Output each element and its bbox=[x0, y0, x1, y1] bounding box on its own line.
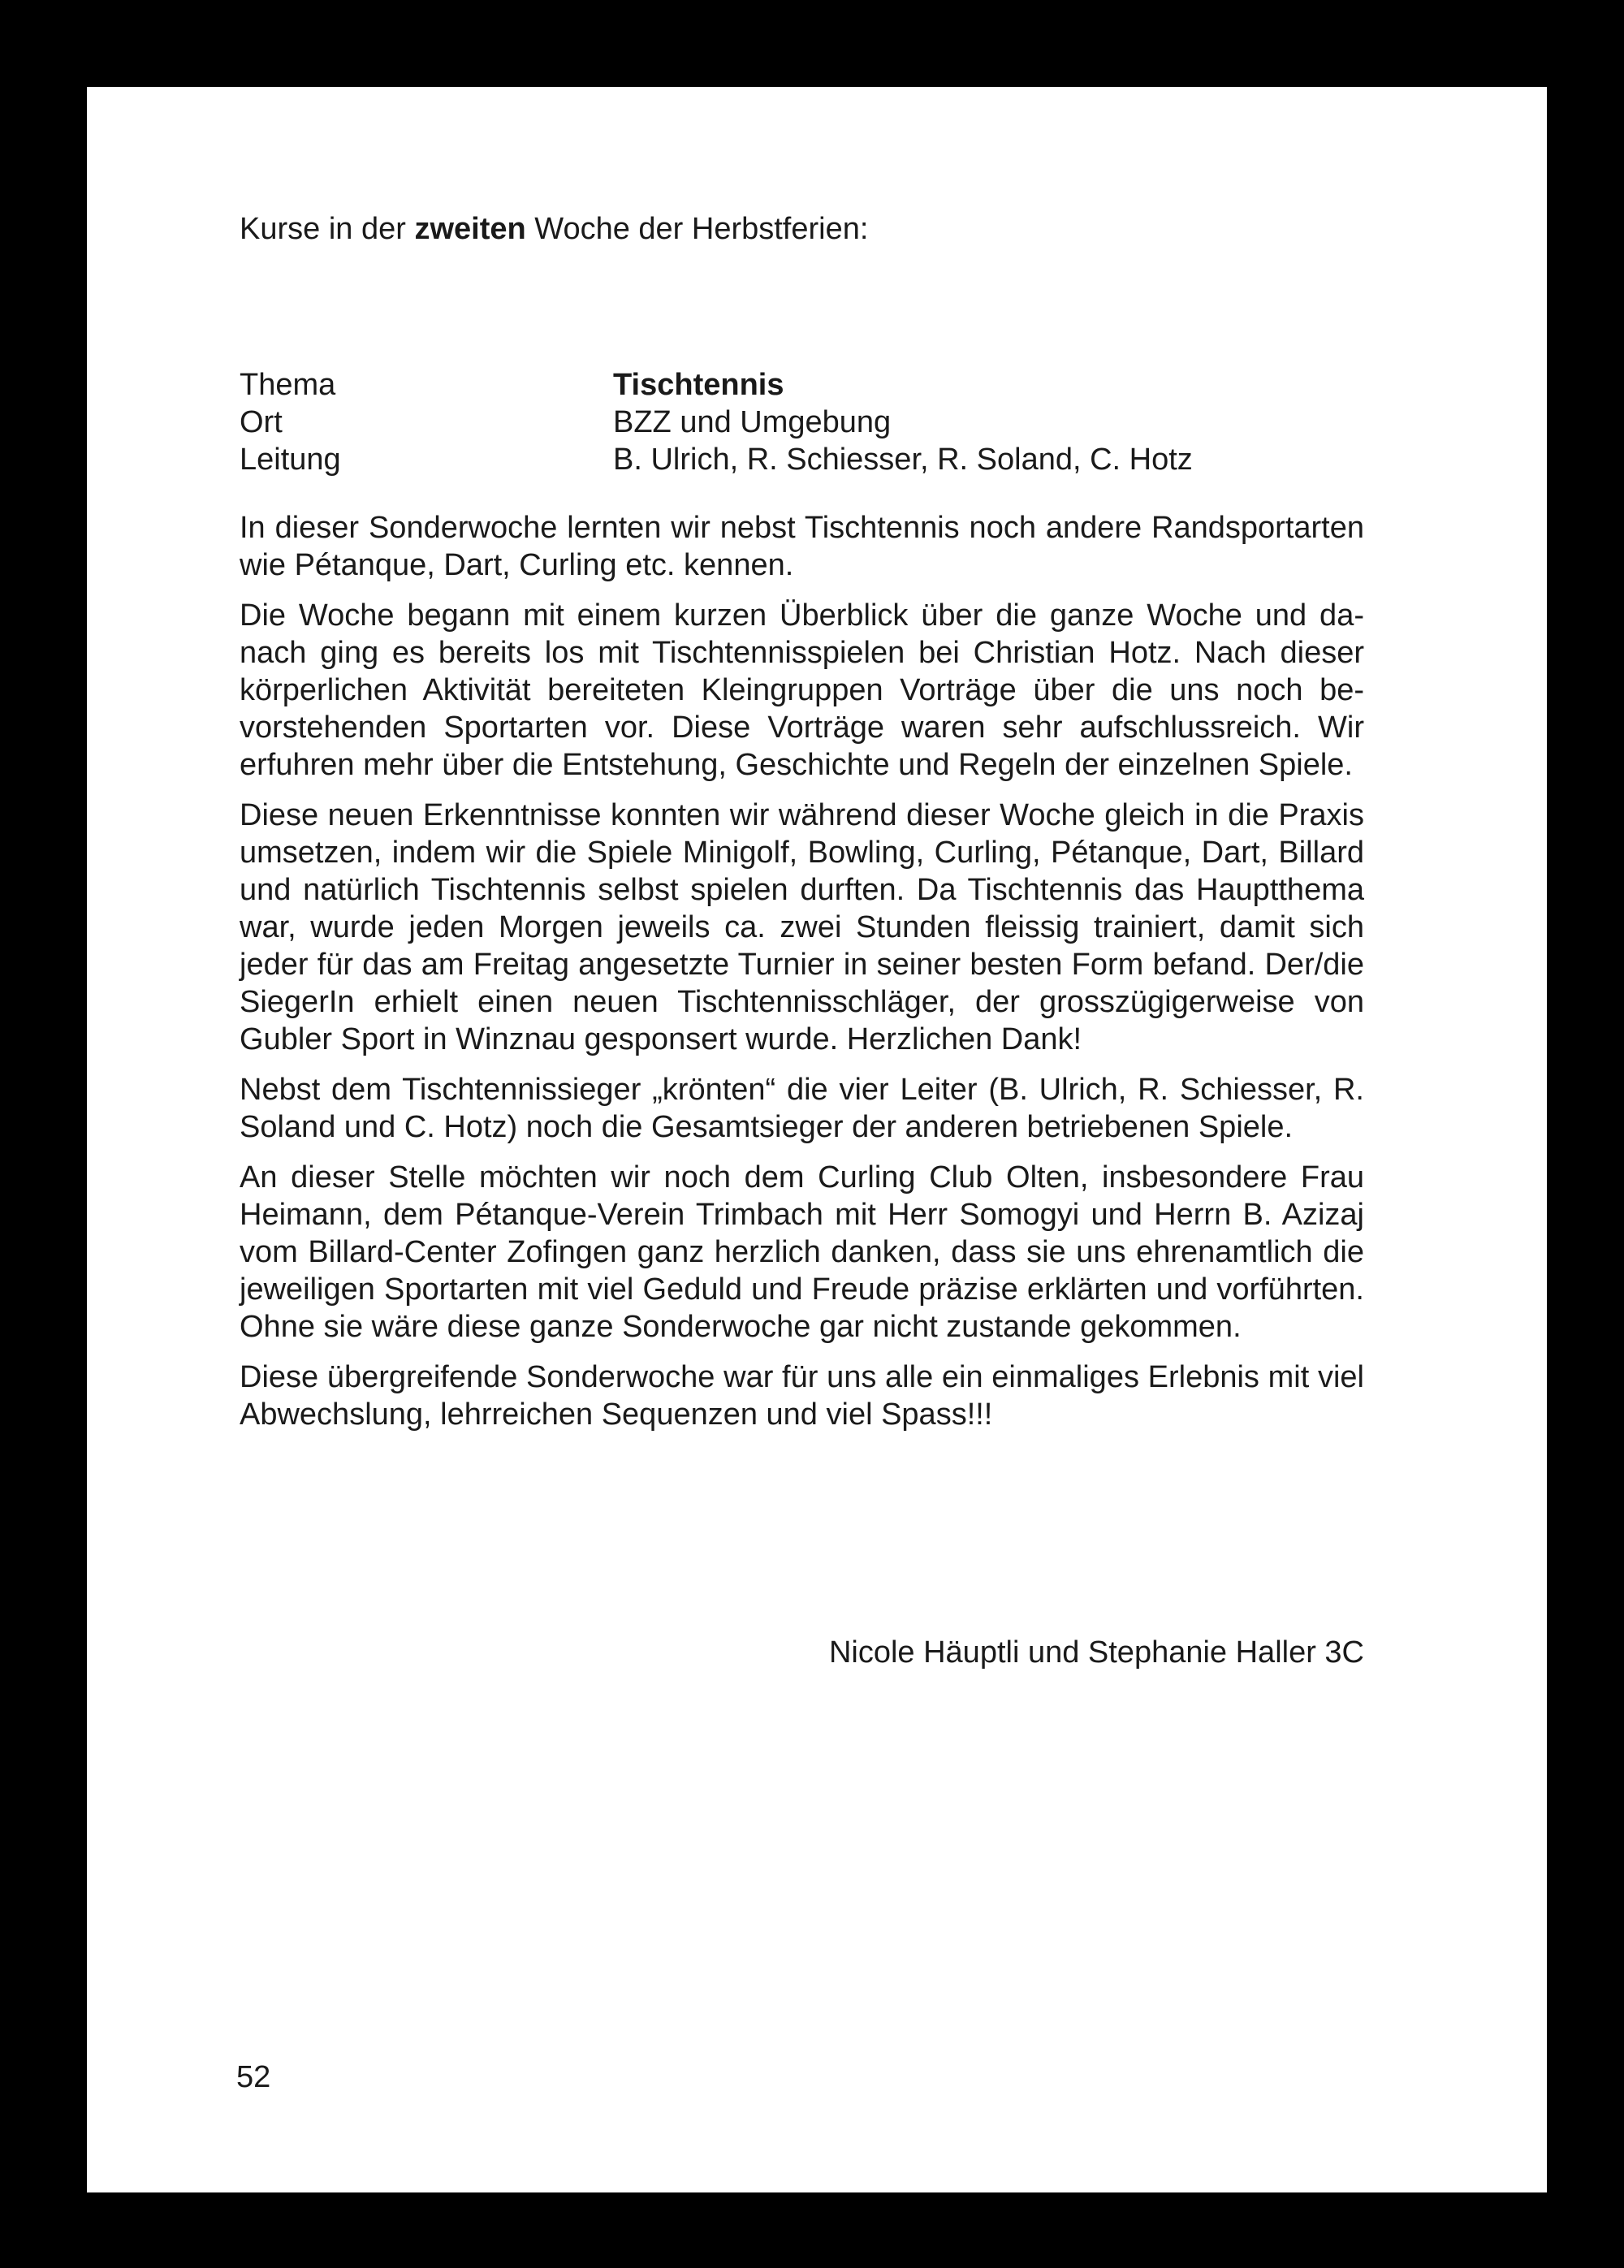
info-label-thema: Thema bbox=[240, 368, 336, 402]
heading-emphasis: zweiten bbox=[414, 212, 526, 246]
document-page bbox=[87, 87, 1547, 2192]
paragraph: Diese übergreifende Sonderwoche war für uns alle ein einmaliges Erlebnis mit viel Abwechslung, lehrreichen Sequenzen und viel Spass!!! bbox=[240, 1360, 1364, 1432]
paragraph: In dieser Sonderwoche lernten wir nebst Tischtennis noch andere Randsportarten wie Pétanque, Dart, Curling etc. kennen. bbox=[240, 511, 1364, 582]
info-value-leitung: B. Ulrich, R. Schiesser, R. Soland, C. Hotz bbox=[613, 443, 1193, 477]
page-number: 52 bbox=[236, 2060, 271, 2094]
paragraph: Diese neuen Erkenntnisse konnten wir während dieser Woche gleich in die Praxis umsetzen, indem wir die Spiele Minigolf, Bowling, Curling, Pétanque, Dart, Billard und natürlich Tischtennis selbst spielen durften. Da Tischtennis das Hauptthema war, wurde jeden Morgen jeweils ca. zwei Stunden fleissig trainiert, damit sich jeder für das am Freitag angesetzte Turnier in seiner besten Form befand. Der/die SiegerIn erhielt einen neuen Tischtennisschläger, der grosszügigerweise von Gubler Sport in Winznau gesponsert wurde. Herzlichen Dank! bbox=[240, 798, 1364, 1056]
heading-prefix: Kurse in der bbox=[240, 212, 415, 246]
heading-suffix: Woche der Herbstferien: bbox=[525, 212, 869, 246]
info-value-ort: BZZ und Umgebung bbox=[613, 405, 892, 439]
paragraph: Die Woche begann mit einem kurzen Überblick über die ganze Woche und danach ging es bereits los mit Tischtennisspielen bei Christian Hotz. Nach dieser körperlichen Aktivität bereiteten Kleingruppen Vorträge über die uns noch bevorstehenden Sportarten vor. Diese Vorträge waren sehr aufschlussreich. Wir erfuhren mehr über die Entstehung, Geschichte und Regeln der einzelnen Spiele. bbox=[240, 598, 1364, 782]
info-label-ort: Ort bbox=[240, 405, 283, 439]
info-value-thema: Tischtennis bbox=[613, 368, 784, 402]
course-info bbox=[240, 366, 1458, 478]
info-row-thema bbox=[240, 366, 1458, 404]
info-label-leitung: Leitung bbox=[240, 443, 341, 477]
author-signature: Nicole Häuptli und Stephanie Haller 3C bbox=[828, 1635, 1364, 1670]
info-row-leitung bbox=[240, 441, 1458, 478]
info-row-ort bbox=[240, 404, 1458, 441]
paragraph: An dieser Stelle möchten wir noch dem Curling Club Olten, insbesondere Frau Heimann, dem Pétanque-Verein Trimbach mit Herr Somogyi und Herrn B. Azizaj vom Billard-Center Zofingen ganz herzlich danken, dass sie uns ehrenamtlich die jeweiligen Sportarten mit viel Geduld und Freude präzise erklärten und vorführten. Ohne sie wäre diese ganze Sonderwoche gar nicht zustande gekommen. bbox=[240, 1160, 1364, 1344]
paragraph: Nebst dem Tischtennissieger „krönten“ die vier Leiter (B. Ulrich, R. Schiesser, R. Soland und C. Hotz) noch die Gesamtsieger der anderen betriebenen Spiele. bbox=[240, 1073, 1364, 1144]
article-body bbox=[240, 509, 1364, 1446]
page-heading bbox=[240, 210, 868, 248]
